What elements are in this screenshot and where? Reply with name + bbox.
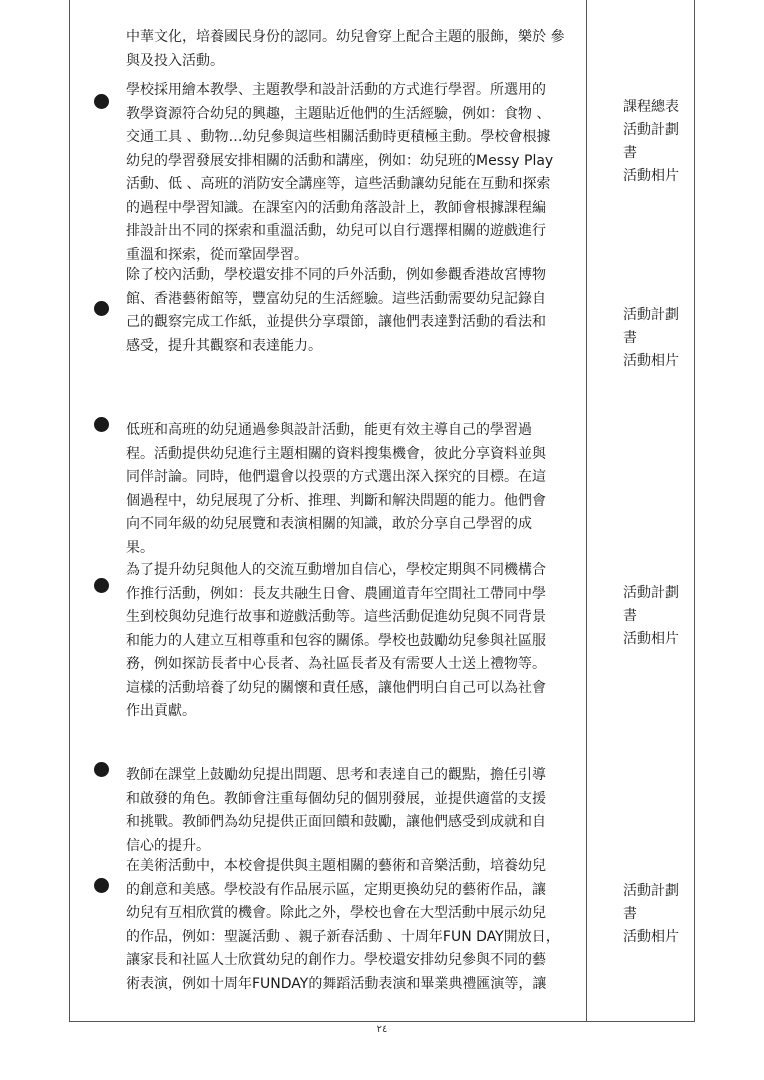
text-line: 的過程中學習知識。在課室內的活動角落設計上，教師會根據課程編 (126, 199, 546, 216)
text-line: 感受，提升其觀察和表達能力。 (126, 337, 322, 354)
bullet-icon (94, 417, 109, 432)
bullet-icon (94, 578, 109, 593)
text-line: 果。 (126, 539, 154, 556)
evidence-line: 活動相片 (623, 929, 679, 945)
text-line: 與及投入活動。 (126, 52, 224, 69)
text-line: 個過程中，幼兒展現了分析、推理、判斷和解決問題的能力。他們會 (126, 492, 546, 509)
text-line: 教師在課堂上鼓勵幼兒提出問題、思考和表達自己的觀點，擔任引導 (126, 767, 546, 783)
paragraph-arts-activities (126, 855, 588, 996)
text-line: 的作品，例如：聖誕活動 、親子新春活動 、十周年FUN DAY開放日， (126, 928, 560, 945)
text-line: 和挑戰。教師們為幼兒提供正面回饋和鼓勵，讓他們感受到成就和自 (126, 814, 546, 830)
text-line: 程。活動提供幼兒進行主題相關的資料搜集機會，彼此分享資料並與 (126, 445, 546, 462)
text-line: 低班和高班的幼兒通過參與設計活動，能更有效主導自己的學習過 (126, 422, 532, 438)
paragraph-community-interaction (126, 559, 588, 724)
text-line: 館、香港藝術館等，豐富幼兒的生活經驗。這些活動需要幼兒記錄自 (126, 290, 546, 307)
text-line: 幼兒有互相欣賞的機會。除此之外，學校也會在大型活動中展示幼兒 (126, 905, 546, 921)
paragraph-outdoor-activities (126, 264, 588, 358)
text-line: 和啟發的角色。教師會注重每個幼兒的個別發展，並提供適當的支援 (126, 790, 546, 807)
text-line: 同伴討論。同時，他們還會以投票的方式選出深入探究的目標。在這 (126, 469, 546, 485)
text-line: 作出貢獻。 (126, 703, 196, 719)
text-line: 讓家長和社區人士欣賞幼兒的創作力。學校還安排幼兒參與不同的藝 (126, 952, 546, 968)
page-number: ٢٤ (376, 1024, 388, 1035)
text-line: 重溫和探索，從而鞏固學習。 (126, 246, 308, 263)
text-line: 學校採用繪本教學、主題教學和設計活動的方式進行學習。所選用的 (126, 82, 546, 98)
text-line: 幼兒的學習發展安排相關的活動和講座，例如：幼兒班的Messy Play (126, 152, 554, 169)
evidence-line: 活動相片 (623, 168, 679, 184)
text-line: 教學資源符合幼兒的興趣，主題貼近他們的生活經驗，例如：食物 、 (126, 105, 551, 122)
text-line: 在美術活動中，本校會提供與主題相關的藝術和音樂活動，培養幼兒 (126, 858, 546, 874)
evidence-line: 書 (623, 145, 637, 161)
text-line: 除了校內活動，學校還安排不同的戶外活動，例如參觀香港故宮博物 (126, 267, 546, 283)
evidence-line: 活動計劃 (623, 307, 679, 323)
text-line: 交通工具 、動物…幼兒參與這些相關活動時更積極主動。學校會根據 (126, 129, 551, 145)
text-line: 作推行活動，例如：長友共融生日會、農圃道青年空間社工帶同中學 (126, 585, 546, 602)
text-line: 己的觀察完成工作紙，並提供分享環節，讓他們表達對活動的看法和 (126, 314, 546, 330)
text-line: 為了提升幼兒與他人的交流互動增加自信心，學校定期與不同機構合 (126, 562, 546, 578)
evidence-line: 課程總表 (623, 99, 679, 115)
evidence-line: 書 (623, 906, 637, 922)
text-line: 排設計出不同的探索和重溫活動，幼兒可以自行選擇相關的遊戲進行 (126, 223, 546, 239)
text-line: 向不同年級的幼兒展覽和表演相關的知識，敢於分享自己學習的成 (126, 516, 532, 532)
evidence-line: 活動計劃 (623, 122, 679, 138)
bullet-icon (94, 94, 109, 109)
evidence-cell (623, 880, 679, 949)
bullet-icon (94, 878, 109, 893)
evidence-line: 書 (623, 608, 637, 624)
paragraph-teacher-guidance (126, 764, 588, 858)
evidence-line: 書 (623, 330, 637, 346)
paragraph-continuation (126, 26, 588, 73)
bullet-icon (94, 301, 109, 316)
paragraph-teaching-methods (126, 79, 588, 267)
evidence-line: 活動計劃 (623, 585, 679, 601)
text-line: 術表演，例如十周年FUNDAY的舞蹈活動表演和畢業典禮匯演等，讓 (126, 975, 547, 992)
text-line: 這樣的活動培養了幼兒的關懷和責任感，讓他們明白自己可以為社會 (126, 679, 546, 696)
text-line: 務，例如探訪長者中心長者、為社區長者及有需要人士送上禮物等。 (126, 656, 546, 672)
evidence-cell (623, 304, 679, 373)
evidence-cell (623, 96, 679, 188)
text-line: 的創意和美感。學校設有作品展示區，定期更換幼兒的藝術作品，讓 (126, 881, 546, 898)
text-line: 信心的提升。 (126, 837, 210, 854)
evidence-line: 活動計劃 (623, 883, 679, 899)
text-line: 和能力的人建立互相尊重和包容的關係。學校也鼓勵幼兒參與社區服 (126, 632, 546, 649)
text-line: 中華文化，培養國民身份的認同。幼兒會穿上配合主題的服飾，樂於 參 (126, 29, 565, 45)
evidence-line: 活動相片 (623, 353, 679, 369)
evidence-line: 活動相片 (623, 631, 679, 647)
text-line: 活動、低 、高班的消防安全講座等，這些活動讓幼兒能在互動和探索 (126, 176, 551, 192)
text-line: 生到校與幼兒進行故事和遊戲活動等。這些活動促進幼兒與不同背景 (126, 609, 546, 625)
bullet-icon (94, 762, 109, 777)
evidence-cell (623, 582, 679, 651)
paragraph-design-activities (126, 419, 588, 560)
